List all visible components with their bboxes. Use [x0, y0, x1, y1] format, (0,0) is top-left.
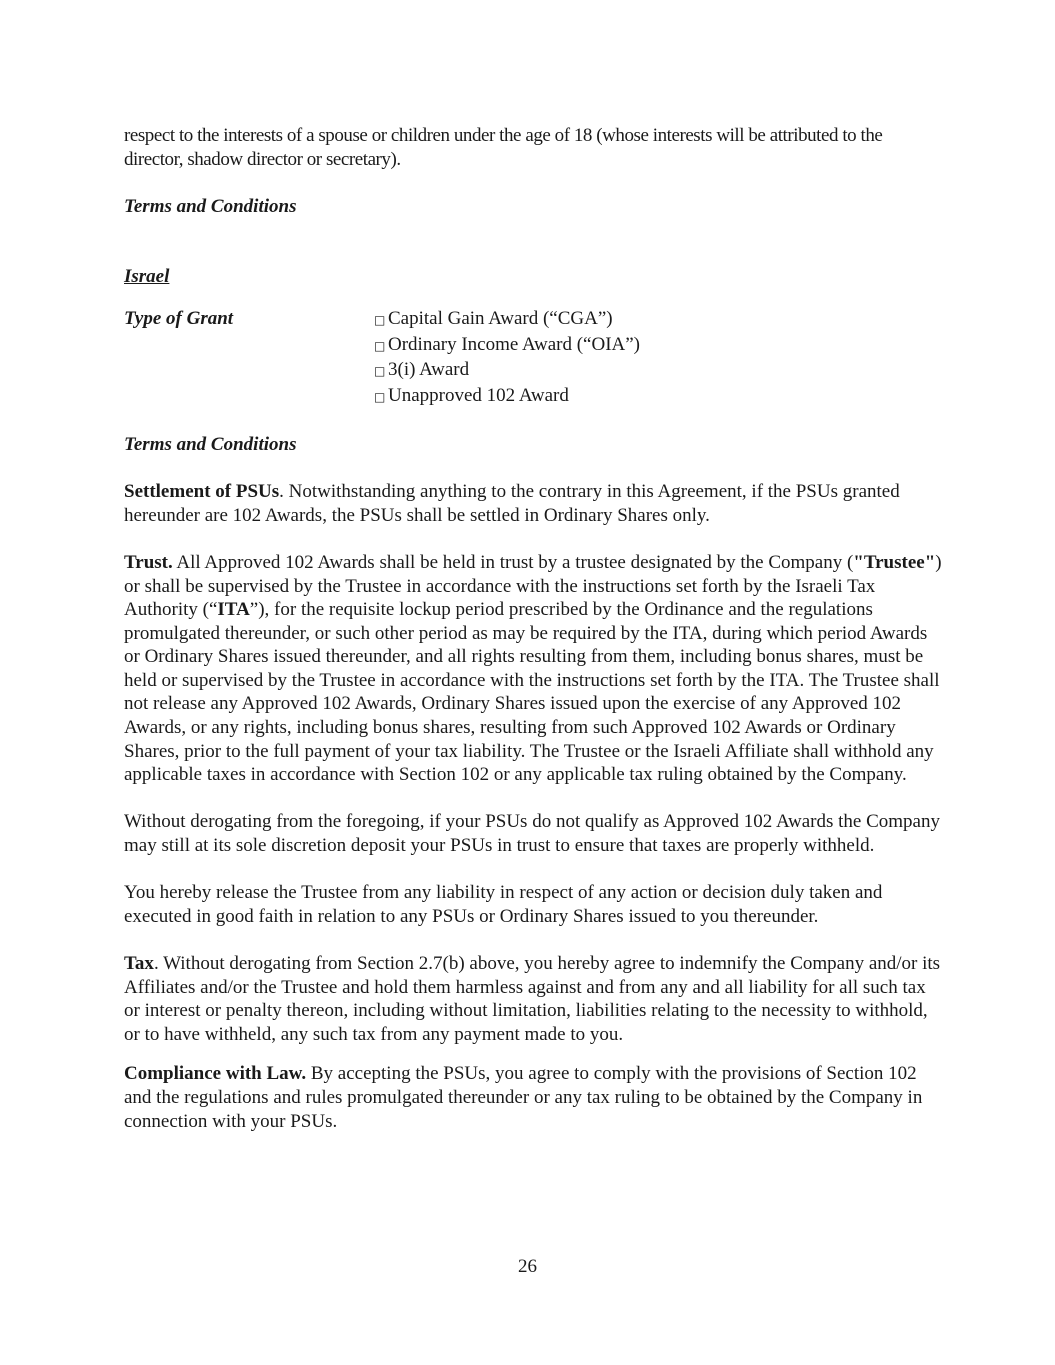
grant-options-list: [374, 307, 944, 409]
type-of-grant-section: [124, 307, 944, 409]
checkbox-icon: □: [374, 312, 386, 327]
settlement-paragraph: Settlement of PSUs. Notwithstanding anything to the contrary in this Agreement, if the PSUs granted hereunder are 102 Awards, the PSUs shall be settled in Ordinary Shares only.: [124, 481, 900, 526]
document-page: [124, 124, 944, 1133]
trustee-term: "Trustee": [853, 551, 936, 573]
trust-paragraph: Trust. All Approved 102 Awards shall be held in trust by a trustee designated by the Company ("Trustee") or shall be supervised by the Trustee in accordance with the instructions set forth by the Israeli Tax Authority (“ITA”), for the requisite lockup period prescribed by the Ordinance and the regulations promulgated thereunder, or such other period as may be required by the ITA, during which period Awards or Ordinary Shares issued thereunder, and all rights resulting from them, including bonus shares, must be held or supervised by the Trustee in accordance with the instructions set forth by the ITA. The Trustee shall not release any Approved 102 Awards, Ordinary Shares issued upon the exercise of any Approved 102 Awards, or any rights, including bonus shares, resulting from such Approved 102 Awards or Ordinary Shares, prior to the full payment of your tax liability. The Trustee or the Israeli Affiliate shall withhold any applicable taxes in accordance with Section 102 or any applicable tax ruling obtained by the Company.: [124, 551, 942, 786]
country-heading: Israel: [124, 266, 170, 288]
type-of-grant-label: Type of Grant: [124, 307, 234, 329]
grant-option-cga: □ Capital Gain Award (“CGA”): [374, 307, 944, 333]
compliance-paragraph: Compliance with Law. By accepting the PSUs, you agree to comply with the provisions of Section 102 and the regulations and rules promulgated thereunder or any tax ruling to be obtained by the Company in connection with your PSUs.: [124, 1063, 923, 1132]
terms-heading-2: Terms and Conditions: [124, 433, 297, 455]
derogating-paragraph: Without derogating from the foregoing, if your PSUs do not qualify as Approved 102 Awards the Company may still at its sole discretion deposit your PSUs in trust to ensure that taxes are properly withheld.: [124, 811, 940, 857]
page-number: 26: [518, 1256, 537, 1277]
intro-paragraph: respect to the interests of a spouse or children under the age of 18 (whose interests will be attributed to the director, shadow director or secretary).: [124, 125, 883, 170]
checkbox-icon: □: [374, 338, 386, 353]
settlement-title: Settlement of PSUs: [124, 481, 280, 503]
tax-paragraph: Tax. Without derogating from Section 2.7(b) above, you hereby agree to indemnify the Company and/or its Affiliates and/or the Trustee and hold them harmless against and from any and all liability for all such tax or interest or penalty thereon, including without limitation, liabilities relating to the necessity to withhold, or to have withheld, any such tax from any payment made to you.: [124, 953, 941, 1045]
grant-option-oia: □ Ordinary Income Award (“OIA”): [374, 333, 944, 359]
checkbox-icon: □: [374, 364, 386, 379]
release-paragraph: You hereby release the Trustee from any liability in respect of any action or decision duly taken and executed in good faith in relation to any PSUs or Ordinary Shares issued to you thereunder.: [124, 882, 883, 927]
tax-title: Tax: [124, 953, 154, 974]
terms-heading-1: Terms and Conditions: [124, 195, 297, 217]
checkbox-icon: □: [374, 389, 386, 404]
trust-title: Trust.: [124, 551, 173, 573]
compliance-title: Compliance with Law.: [124, 1063, 307, 1085]
grant-option-3i: □ 3(i) Award: [374, 358, 944, 384]
ita-term: ITA: [217, 599, 250, 621]
grant-option-unapproved: □ Unapproved 102 Award: [374, 384, 944, 410]
